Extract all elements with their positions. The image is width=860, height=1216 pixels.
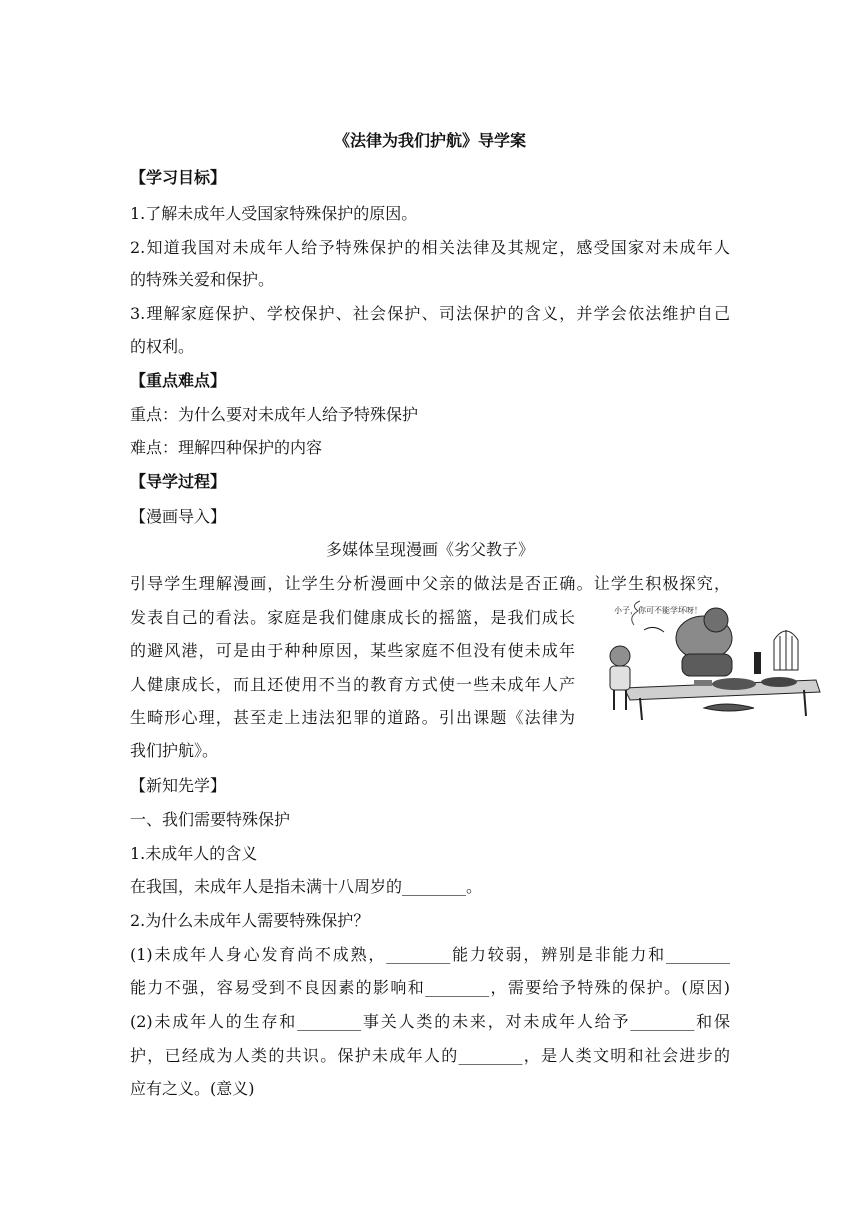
child-figure (610, 646, 630, 666)
question-2b-line3: 应有之义。(意义) (130, 1079, 255, 1098)
question-1-text: 在我国，未成年人是指未满十八周岁的________。 (130, 877, 483, 896)
question-1-title: 1.未成年人的含义 (130, 844, 258, 863)
cartoon-illustration (584, 600, 828, 724)
comic-heading: 【漫画导入】 (130, 507, 227, 526)
objectives-heading: 【学习目标】 (130, 168, 227, 187)
guide-line-6: 我们护航》。 (130, 741, 219, 760)
process-heading: 【导学过程】 (130, 472, 227, 491)
objective-1: 1.了解未成年人受国家特殊保护的原因。 (130, 204, 418, 223)
objective-2-line1: 2.知道我国对未成年人给予特殊保护的相关法律及其规定，感受国家对未成年人 (130, 238, 730, 257)
key-point: 重点：为什么要对未成年人给予特殊保护 (130, 405, 419, 424)
guide-line-5: 生畸形心理，甚至走上违法犯罪的道路。引出课题《法律为 (130, 708, 575, 727)
difficult-point: 难点：理解四种保护的内容 (130, 438, 323, 457)
question-2a-line2: 能力不强，容易受到不良因素的影响和________，需要给予特殊的保护。(原因) (130, 978, 730, 997)
guide-line-4: 人健康成长，而且还使用不当的教育方式使一些未成年人产 (130, 675, 575, 694)
objective-3-line2: 的权利。 (130, 337, 195, 356)
guide-line-1: 引导学生理解漫画，让学生分析漫画中父亲的做法是否正确。让学生积极探究， (130, 574, 730, 593)
cartoon-speech-text: 小子，你可不能学坏呀！ (614, 606, 702, 615)
objective-2-line2: 的特殊关爱和保护。 (130, 270, 275, 289)
question-2-title: 2.为什么未成年人需要特殊保护？ (130, 911, 370, 930)
new-knowledge-heading: 【新知先学】 (130, 776, 227, 795)
question-2a-line1: (1)未成年人身心发育尚不成熟，________能力较弱，辨别是非能力和________ (130, 945, 730, 964)
document-title: 《法律为我们护航》导学案 (333, 131, 526, 150)
comic-caption: 多媒体呈现漫画《劣父教子》 (325, 540, 534, 559)
guide-line-2: 发表自己的看法。家庭是我们健康成长的摇篮，是我们成长 (130, 608, 575, 627)
objective-3-line1: 3.理解家庭保护、学校保护、社会保护、司法保护的含义，并学会依法维护自己 (130, 304, 730, 323)
question-2b-line2: 护，已经成为人类的共识。保护未成年人的________，是人类文明和社会进步的 (130, 1046, 730, 1065)
question-2b-line1: (2)未成年人的生存和________事关人类的未来，对未成年人给予________和保 (130, 1012, 730, 1031)
guide-line-3: 的避风港，可是由于种种原因，某些家庭不但没有使未成年 (130, 641, 575, 660)
part-one-heading: 一、我们需要特殊保护 (130, 810, 291, 829)
key-difficult-heading: 【重点难点】 (130, 371, 227, 390)
